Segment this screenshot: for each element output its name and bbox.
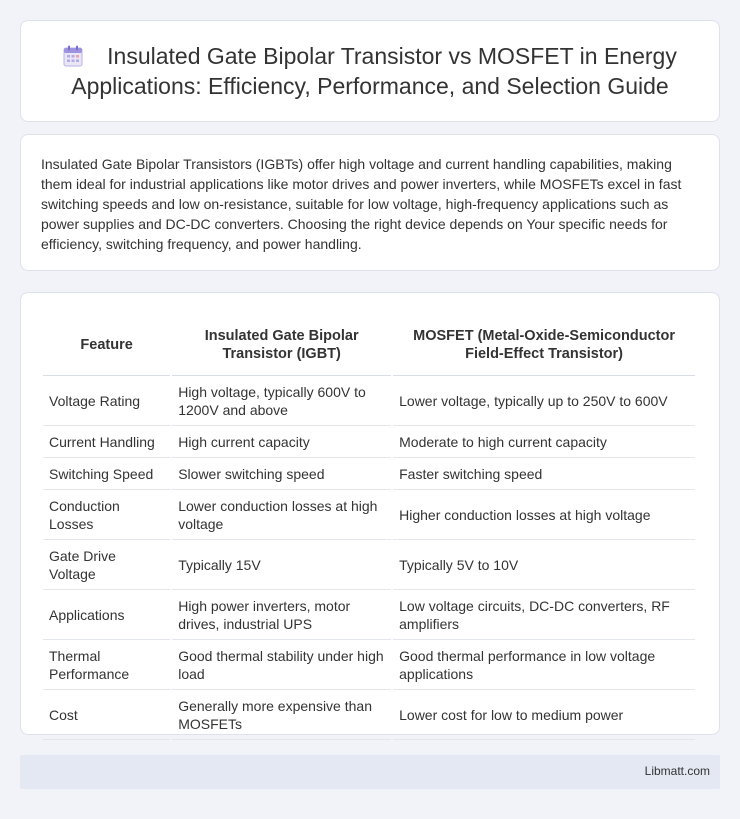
intro-card <box>20 134 720 271</box>
row-mosfet-value: Higher conduction losses at high voltage <box>393 491 695 540</box>
comparison-table <box>41 313 697 741</box>
row-feature: Switching Speed <box>43 459 170 490</box>
row-mosfet-value: Faster switching speed <box>393 459 695 490</box>
table-row <box>43 491 695 540</box>
table-row <box>43 641 695 690</box>
table-row <box>43 459 695 490</box>
title-wrap <box>21 41 719 101</box>
table-row <box>43 377 695 426</box>
row-igbt-value: Good thermal stability under high load <box>172 641 391 690</box>
comparison-table-card <box>20 292 720 735</box>
row-igbt-value: High current capacity <box>172 427 391 458</box>
row-feature: Current Handling <box>43 427 170 458</box>
row-igbt-value: Slower switching speed <box>172 459 391 490</box>
row-feature: Thermal Performance <box>43 641 170 690</box>
header-mosfet: MOSFET (Metal-Oxide-Semiconductor Field-Effect Transistor) <box>393 314 695 376</box>
row-mosfet-value: Lower cost for low to medium power <box>393 691 695 740</box>
row-mosfet-value: Typically 5V to 10V <box>393 541 695 590</box>
row-igbt-value: High power inverters, motor drives, industrial UPS <box>172 591 391 640</box>
row-igbt-value: High voltage, typically 600V to 1200V and above <box>172 377 391 426</box>
row-igbt-value: Lower conduction losses at high voltage <box>172 491 391 540</box>
page-title-text: Insulated Gate Bipolar Transistor vs MOSFET in Energy Applications: Efficiency, Performance, and Selection Guide <box>71 43 677 99</box>
row-feature: Gate Drive Voltage <box>43 541 170 590</box>
row-mosfet-value: Lower voltage, typically up to 250V to 600V <box>393 377 695 426</box>
table-header-row <box>43 314 695 376</box>
table-row <box>43 427 695 458</box>
table-row <box>43 591 695 640</box>
table-row <box>43 691 695 740</box>
footer <box>20 755 720 789</box>
document-calendar-icon <box>63 45 83 67</box>
table-row <box>43 541 695 590</box>
footer-site-link[interactable]: Libmatt.com <box>644 764 710 778</box>
header-feature: Feature <box>43 314 170 376</box>
row-igbt-value: Typically 15V <box>172 541 391 590</box>
row-feature: Voltage Rating <box>43 377 170 426</box>
title-card <box>20 20 720 122</box>
row-feature: Applications <box>43 591 170 640</box>
page-title <box>51 41 689 101</box>
row-mosfet-value: Low voltage circuits, DC-DC converters, RF amplifiers <box>393 591 695 640</box>
row-mosfet-value: Good thermal performance in low voltage applications <box>393 641 695 690</box>
header-igbt: Insulated Gate Bipolar Transistor (IGBT) <box>172 314 391 376</box>
row-feature: Cost <box>43 691 170 740</box>
intro-paragraph: Insulated Gate Bipolar Transistors (IGBTs) offer high voltage and current handling capabilities, making them ideal for industrial applications like motor drives and power inverters, while MOSFETs excel in fast switching speeds and low on-resistance, suitable for low voltage, high-frequency applications such as power supplies and DC-DC converters. Choosing the right device depends on Your specific needs for efficiency, switching frequency, and power handling. <box>41 156 682 252</box>
row-mosfet-value: Moderate to high current capacity <box>393 427 695 458</box>
row-igbt-value: Generally more expensive than MOSFETs <box>172 691 391 740</box>
row-feature: Conduction Losses <box>43 491 170 540</box>
